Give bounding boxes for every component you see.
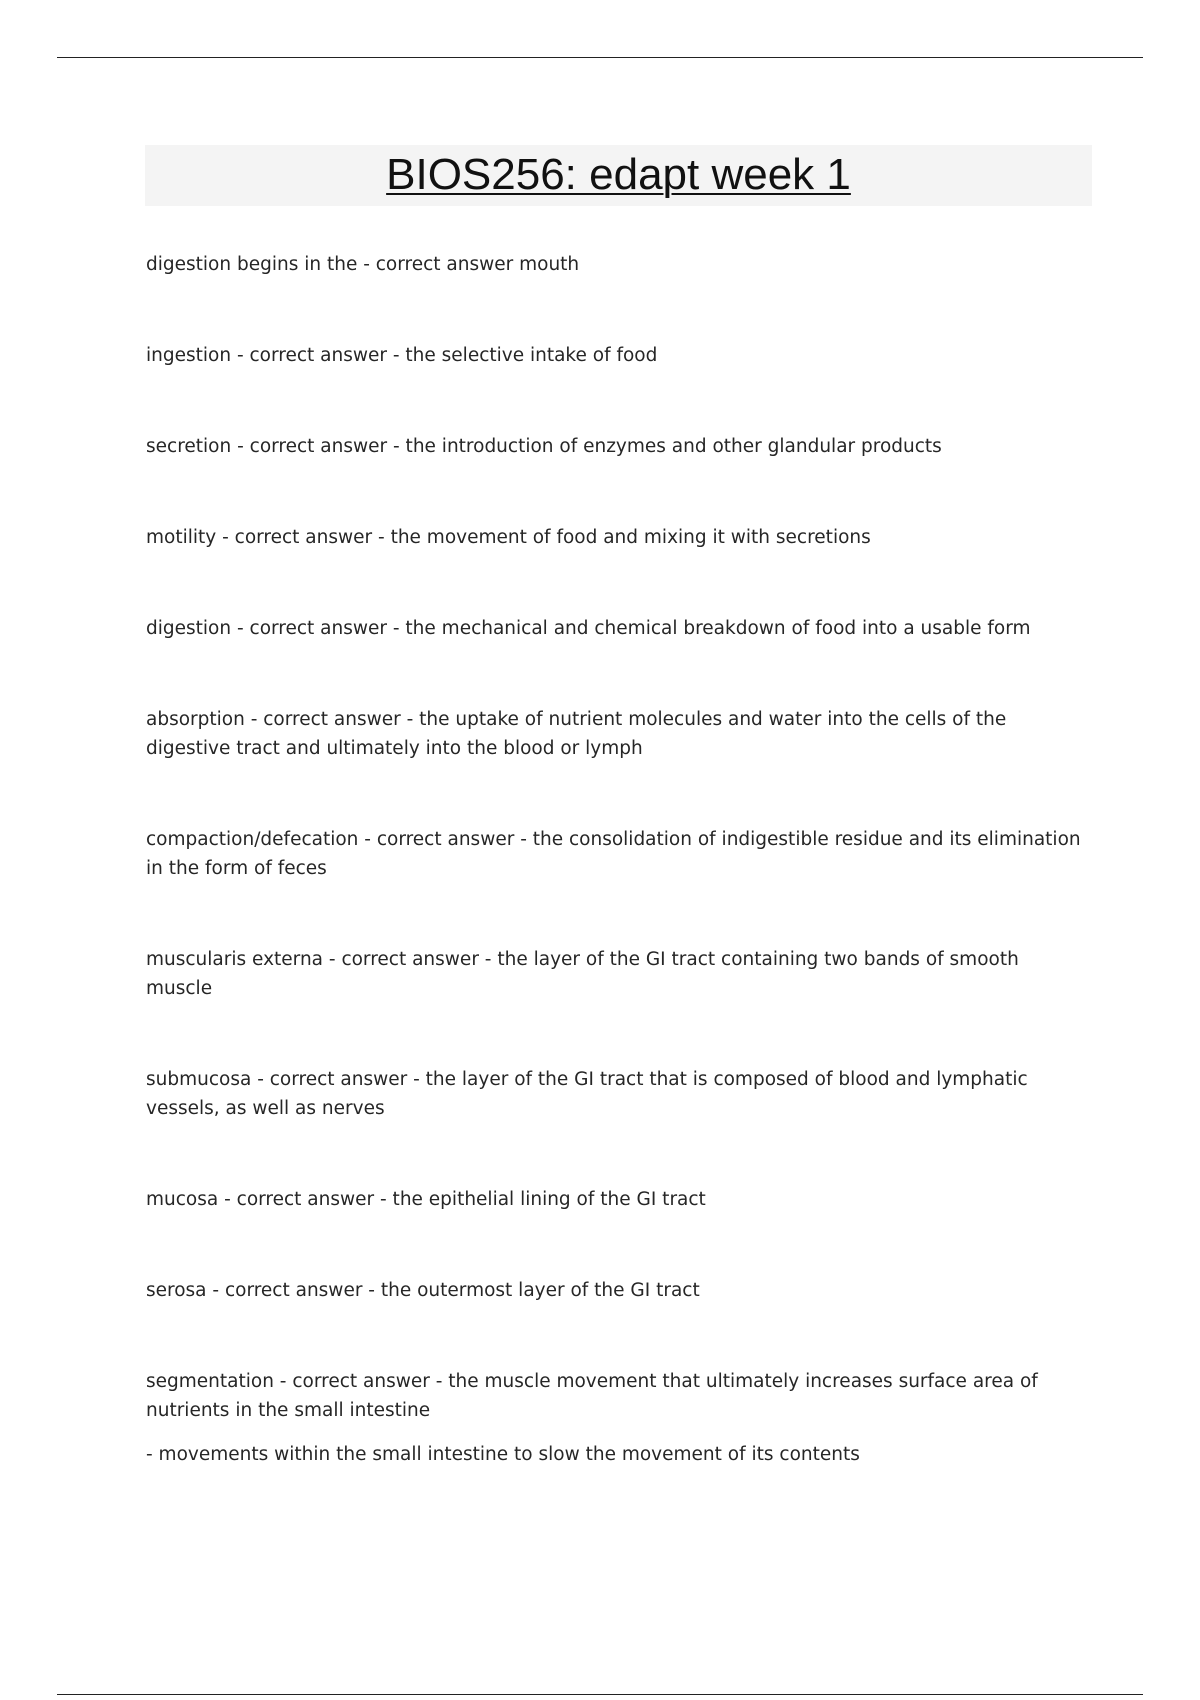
entry-text: serosa - correct answer - the outermost layer of the GI tract	[146, 1280, 700, 1301]
entry-text: digestion - correct answer - the mechanical and chemical breakdown of food into a usable form	[146, 618, 1031, 639]
flashcard-entry	[146, 523, 1086, 552]
entry-extra-text: - movements within the small intestine to slow the movement of its contents	[146, 1444, 860, 1465]
entry-text: digestion begins in the - correct answer mouth	[146, 254, 580, 275]
entry-text: segmentation - correct answer - the muscle movement that ultimately increases surface area of nutrients in the small intestine	[146, 1371, 1038, 1421]
flashcard-entry	[146, 341, 1086, 370]
flashcard-entry	[146, 1367, 1086, 1469]
flashcard-entry	[146, 705, 1086, 763]
flashcard-entry	[146, 1276, 1086, 1305]
flashcard-entry	[146, 614, 1086, 643]
top-rule	[57, 57, 1143, 58]
flashcard-entry	[146, 945, 1086, 1003]
entry-text: muscularis externa - correct answer - the layer of the GI tract containing two bands of smooth muscle	[146, 949, 1019, 999]
entry-text: compaction/defecation - correct answer - the consolidation of indigestible residue and its elimination in the form of feces	[146, 829, 1081, 879]
entry-text: ingestion - correct answer - the selective intake of food	[146, 345, 658, 366]
flashcard-list	[146, 250, 1086, 1531]
flashcard-entry	[146, 1065, 1086, 1123]
entry-text: submucosa - correct answer - the layer of the GI tract that is composed of blood and lymphatic vessels, as well as nerves	[146, 1069, 1028, 1119]
entry-text: motility - correct answer - the movement of food and mixing it with secretions	[146, 527, 871, 548]
flashcard-entry	[146, 825, 1086, 883]
flashcard-entry	[146, 432, 1086, 461]
bottom-rule	[57, 1694, 1143, 1695]
flashcard-entry	[146, 1185, 1086, 1214]
flashcard-entry	[146, 250, 1086, 279]
entry-text: secretion - correct answer - the introduction of enzymes and other glandular products	[146, 436, 942, 457]
page-title: BIOS256: edapt week 1	[386, 150, 851, 199]
entry-text: mucosa - correct answer - the epithelial lining of the GI tract	[146, 1189, 706, 1210]
entry-text: absorption - correct answer - the uptake of nutrient molecules and water into the cells of the digestive tract and ultimately into the blood or lymph	[146, 709, 1007, 759]
title-banner	[145, 145, 1092, 206]
